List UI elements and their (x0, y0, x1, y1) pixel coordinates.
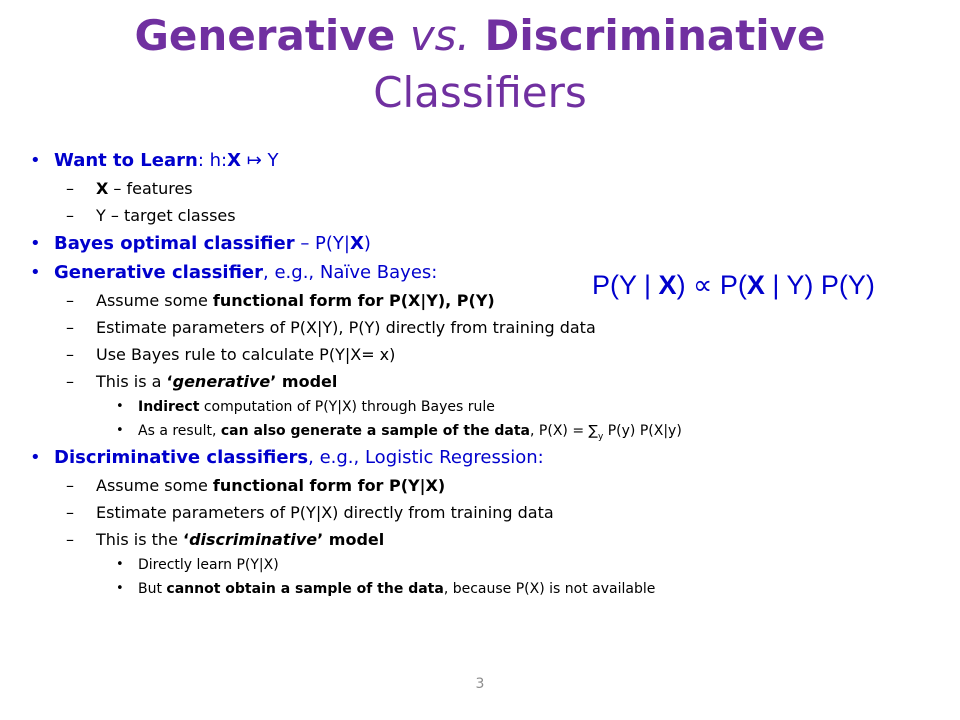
title-generative: Generative (134, 11, 410, 60)
page-number: 3 (475, 676, 485, 692)
sub-bullet-x-features: – X – features (30, 175, 930, 202)
sub-bullet-gen-estimate: – Estimate parameters of P(X|Y), P(Y) directly from training data (30, 314, 930, 341)
sub-bullet-gen-bayes-rule: – Use Bayes rule to calculate P(Y|X= x) (30, 341, 930, 368)
sub-sub-bullet-indirect: • Indirect computation of P(Y|X) through Bayes rule (30, 395, 930, 419)
sub-bullet-disc-model: – This is the ‘discriminative’ model (30, 526, 930, 553)
title-line-2: Classifiers (373, 68, 587, 117)
bullet-want-to-learn: • Want to Learn: h:X ↦ Y (30, 146, 930, 175)
sub-sub-bullet-directly-learn: • Directly learn P(Y|X) (30, 553, 930, 577)
sub-bullet-y-target: – Y – target classes (30, 202, 930, 229)
sub-bullet-gen-assume: – Assume some functional form for P(X|Y), P(Y) (30, 287, 930, 314)
bayes-formula: P(Y | X) ∝ P(X | Y) P(Y) (592, 270, 875, 300)
sub-bullet-gen-model: – This is a ‘generative’ model (30, 368, 930, 395)
sub-sub-bullet-cannot-sample: • But cannot obtain a sample of the data, because P(X) is not available (30, 577, 930, 601)
sub-sub-bullet-generate-sample: • As a result, can also generate a sample of the data, $P(X) = \sum_y$ P(y) P(X|y) (30, 419, 930, 443)
sub-bullet-disc-assume: – Assume some functional form for P(Y|X) (30, 472, 930, 499)
slide-title (0, 8, 960, 122)
bullet-discriminative: • Discriminative classifiers, e.g., Logistic Regression: (30, 443, 930, 472)
bullet-generative: • Generative classifier, e.g., Naïve Bayes: (30, 258, 930, 287)
title-discriminative: Discriminative (469, 11, 826, 60)
title-line-1 (0, 8, 960, 64)
sub-bullet-disc-estimate: – Estimate parameters of P(Y|X) directly from training data (30, 499, 930, 526)
title-vs: vs. (409, 11, 470, 60)
bullet-bayes-optimal: • Bayes optimal classifier – P(Y|X) (30, 229, 930, 258)
bullet-list (30, 146, 930, 601)
